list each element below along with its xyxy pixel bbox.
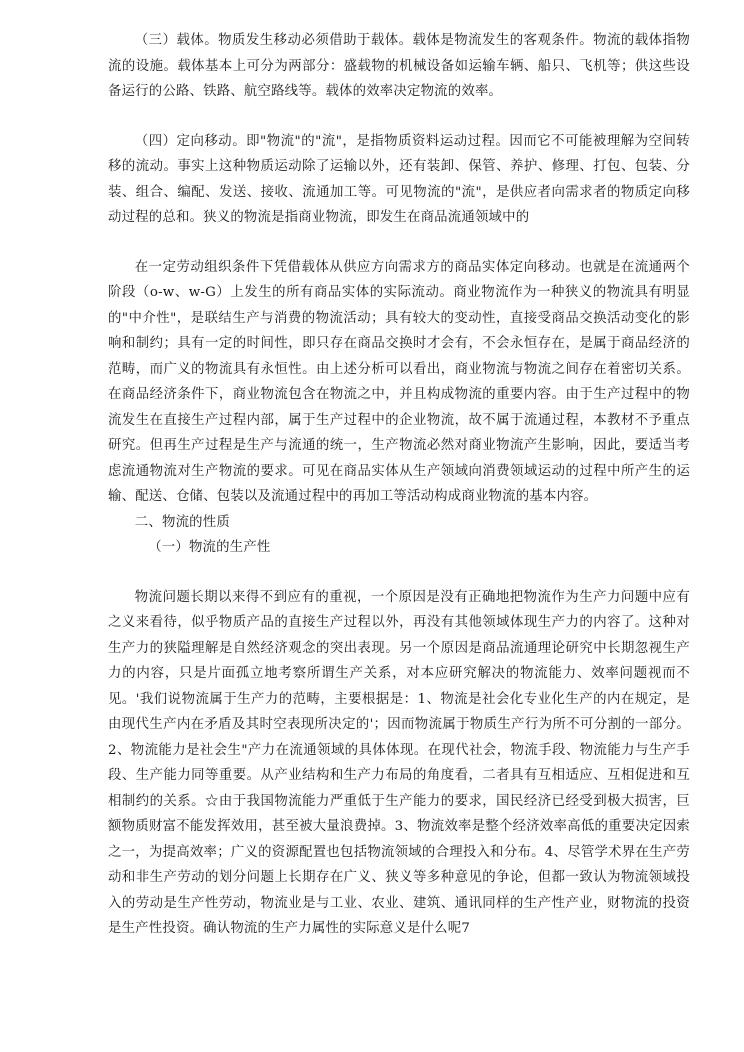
paragraph-directional-movement: （四）定向移动。即"物流"的"流"，是指物质资料运动过程。因而它不可能被理解为空间转移的流动。事实上这种物质运动除了运输以外，还有装卸、保管、养护、修理、打包、包装、分装、组合、编配、发送、接收、流通加工等。可见物流的"流"，是供应者向需求者的物质定向移动过程的总和。狭义的物流是指商业物流，即发生在商品流通领域中的 — [108, 133, 690, 225]
subsection-heading-productivity: （一）物流的生产性 — [148, 540, 271, 555]
paragraph-carrier: （三）载体。物质发生移动必须借助于载体。载体是物流发生的客观条件。物流的载体指物流的设施。载体基本上可分为两部分：盛载物的机械设备如运输车辆、船只、飞机等；供这些设备运行的公路、铁路、航空路线等。载体的效率决定物流的效率。 — [108, 33, 690, 99]
section-heading-nature-of-logistics: 二、物流的性质 — [134, 514, 230, 530]
paragraph-productivity: 物流问题长期以来得不到应有的重视，一个原因是没有正确地把物流作为生产力问题中应有之义来看待，似乎物质产品的直接生产过程以外，再没有其他领域体现生产力的内容了。这种对生产力的狭隘理解是自然经济观念的突出表现。另一个原因是商品流通理论研究中长期忽视生产力的内容，只是片面孤立地考察所谓生产关系，对本应研究解决的物流能力、效率问题视而不见。'我们说物流属于生产力的范畴，主要根据是：1、物流是社会化专业化生产的内在规定，是由现代生产内在矛盾及其时空表现所决定的'；因而物流属于物质生产行为所不可分割的一部分。2、物流能力是社会生"产力在流通领域的具体体现。在现代社会，物流手段、物流能力与生产手段、生产能力同等重要。从产业结构和生产力布局的角度看，二者具有互相适应、互相促进和互相制约的关系。☆由于我国物流能力严重低于生产能力的要求，国民经济已经受到极大损害，巨额物质财富不能发挥效用，甚至被大量浪费掉。3、物流效率是整个经济效率高低的重要决定因索之一，为提高效率；广义的资源配置也包括物流领域的合理投入和分布。4、尽管学术界在生产劳动和非生产劳动的划分问题上长期存在广义、狭义等多种意见的争论，但都一致认为物流领域投入的劳动是生产性劳动，物流业是与工业、农业、建筑、通讯同样的生产性产业，财物流的投资是生产性投资。确认物流的生产力属性的实际意义是什么呢7 — [108, 589, 690, 936]
paragraph-commercial-logistics: 在一定劳动组织条件下凭借载体从供应方向需求方的商品实体定向移动。也就是在流通两个阶段（o-w、w-G）上发生的所有商品实体的实际流动。商业物流作为一种狭义的物流具有明显的"中介性"，是联结生产与消费的物流活动；具有较大的变动性，直接受商品交换活动变化的影响和制约；具有一定的时间性，即只存在商品交换时才会有，不会永恒存在，是属于商品经济的范畴，而广义的物流具有永恒性。由上述分析可以看出，商业物流与物流之间存在着密切关系。在商品经济条件下，商业物流包含在物流之中，并且构成物流的重要内容。由于生产过程中的物流发生在直接生产过程内部，属于生产过程中的企业物流，故不属于流通过程，本教材不予重点研究。但再生产过程是生产与流通的统一，生产物流必然对商业物流产生影响，因此，要适当考虑流通物流对生产物流的要求。可见在商品实体从生产领域向消费领域运动的过程中所产生的运输、配送、仓储、包装以及流通过程中的再加工等活动构成商业物流的基本内容。 — [108, 259, 690, 504]
document-page — [108, 28, 690, 942]
